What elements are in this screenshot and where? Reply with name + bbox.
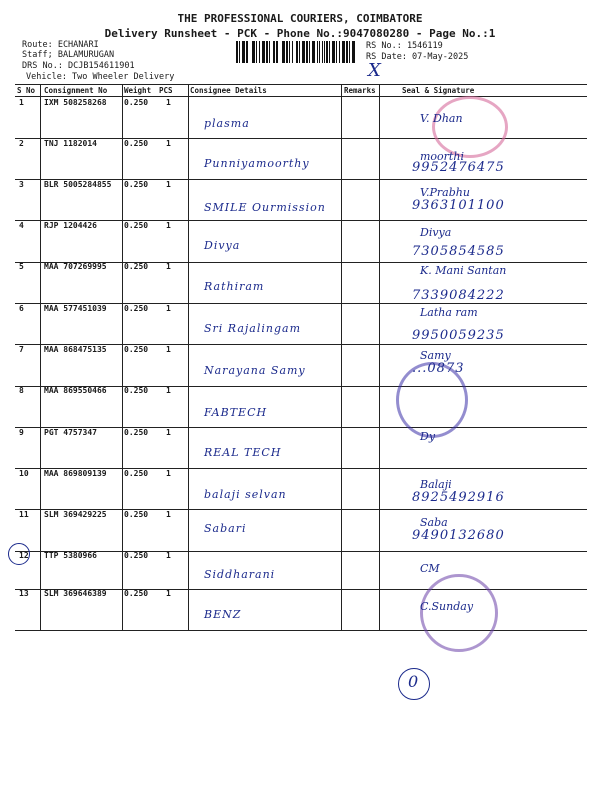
vehicle-label: Vehicle: Two Wheeler Delivery	[26, 72, 175, 82]
row-weight: 0.250	[124, 139, 149, 148]
row-consignment-no: BLR 5005284855	[44, 180, 112, 189]
row-weight: 0.250	[124, 386, 149, 395]
runsheet-subtitle: Delivery Runsheet - PCK - Phone No.:9047080280 - Page No.:1	[104, 27, 496, 40]
row-consignment-no: SLM 369646389	[44, 589, 107, 598]
row-phone: 9950059235	[412, 328, 505, 343]
row-signature: Dy	[420, 430, 436, 443]
row-weight: 0.250	[124, 180, 149, 189]
col-sno: S No	[17, 86, 36, 95]
star-seal-stamp	[420, 574, 498, 652]
row-pcs: 1	[166, 98, 171, 107]
row-weight: 0.250	[124, 551, 149, 560]
row-sno: 3	[19, 180, 24, 189]
row-pcs: 1	[166, 510, 171, 519]
row-sno: 13	[19, 589, 29, 598]
row-pcs: 1	[166, 304, 171, 313]
row-pcs: 1	[166, 345, 171, 354]
row-phone: 7305854585	[412, 244, 505, 259]
row-consignee: Punniyamoorthy	[204, 157, 310, 170]
row-signature: Balaji	[420, 478, 452, 491]
pink-seal-stamp	[432, 96, 508, 158]
row-signature: moorthi	[420, 150, 464, 163]
row-consignee: Divya	[204, 239, 241, 252]
col-remarks: Remarks	[344, 86, 376, 95]
row-consignee: balaji selvan	[204, 488, 287, 501]
row-signature: Latha ram	[420, 306, 478, 319]
row-pcs: 1	[166, 180, 171, 189]
row-consignment-no: IXM 508258268	[44, 98, 107, 107]
barcode-gaps	[236, 41, 356, 63]
row-phone: ...0873	[412, 361, 465, 376]
col-pcs: PCS	[159, 86, 173, 95]
rs-number: RS No.: 1546119	[366, 41, 443, 51]
row-consignee: Sabari	[204, 522, 247, 535]
company-title: THE PROFESSIONAL COURIERS, COIMBATORE	[177, 12, 423, 25]
row-consignment-no: MAA 577451039	[44, 304, 107, 313]
row-sno: 10	[19, 469, 29, 478]
row-consignee: Sri Rajalingam	[204, 322, 302, 335]
row-sno: 7	[19, 345, 24, 354]
row-consignment-no: SLM 369429225	[44, 510, 107, 519]
row-signature: V. Dhan	[420, 112, 463, 125]
row-consignment-no: TNJ 1182014	[44, 139, 97, 148]
row-weight: 0.250	[124, 428, 149, 437]
row-phone: 9952476475	[412, 160, 505, 175]
row-pcs: 1	[166, 428, 171, 437]
row-sno: 2	[19, 139, 24, 148]
row-sno: 5	[19, 262, 24, 271]
row-pcs: 1	[166, 221, 171, 230]
row-pcs: 1	[166, 139, 171, 148]
row-sno: 4	[19, 221, 24, 230]
row-weight: 0.250	[124, 345, 149, 354]
row-weight: 0.250	[124, 510, 149, 519]
row-consignment-no: TTP 5380966	[44, 551, 97, 560]
footer-mark: 0	[408, 672, 419, 691]
row-signature: C.Sunday	[420, 600, 474, 613]
row-consignee: Siddharani	[204, 568, 276, 581]
rs-date: RS Date: 07-May-2025	[366, 52, 469, 62]
row-phone: 9490132680	[412, 528, 505, 543]
cross-mark: X	[368, 60, 381, 81]
row-sno: 8	[19, 386, 24, 395]
row-phone: 7339084222	[412, 288, 505, 303]
row-consignment-no: MAA 707269995	[44, 262, 107, 271]
row-consignee: FABTECH	[204, 406, 268, 419]
row-phone: 8925492916	[412, 490, 505, 505]
row-weight: 0.250	[124, 221, 149, 230]
row-weight: 0.250	[124, 304, 149, 313]
row-signature: Divya	[420, 226, 452, 239]
row-sno: 11	[19, 510, 29, 519]
row-consignee: Rathiram	[204, 280, 265, 293]
row-consignee: REAL TECH	[204, 446, 282, 459]
row-consignment-no: MAA 869809139	[44, 469, 107, 478]
row-consignee: BENZ	[204, 608, 242, 621]
row-pcs: 1	[166, 262, 171, 271]
drs-number: DRS No.: DCJB154611901	[22, 61, 135, 71]
row-sno: 6	[19, 304, 24, 313]
row-pcs: 1	[166, 469, 171, 478]
row-weight: 0.250	[124, 589, 149, 598]
row-pcs: 1	[166, 589, 171, 598]
staff-label: Staff; BALAMURUGAN	[22, 50, 115, 60]
row-consignee: Narayana Samy	[204, 364, 306, 377]
row-consignment-no: PGT 4757347	[44, 428, 97, 437]
row-weight: 0.250	[124, 262, 149, 271]
row-consignment-no: MAA 868475135	[44, 345, 107, 354]
row-consignment-no: RJP 1204426	[44, 221, 97, 230]
col-consignment: Consignment No	[44, 86, 108, 95]
row-signature: Saba	[420, 516, 448, 529]
row-sno: 9	[19, 428, 24, 437]
row-pcs: 1	[166, 386, 171, 395]
row-pcs: 1	[166, 551, 171, 560]
route-label: Route: ECHANARI	[22, 40, 99, 50]
row-weight: 0.250	[124, 98, 149, 107]
row-signature: CM	[420, 562, 440, 575]
row-consignment-no: MAA 869550466	[44, 386, 107, 395]
row-consignee: SMILE Ourmission	[204, 201, 326, 214]
row-signature: K. Mani Santan	[420, 264, 507, 277]
row-signature: V.Prabhu	[420, 186, 470, 199]
col-consignee: Consignee Details	[190, 86, 267, 95]
col-seal-signature: Seal & Signature	[402, 86, 475, 95]
row-sno: 1	[19, 98, 24, 107]
row-phone: 9363101100	[412, 198, 505, 213]
row-consignee: plasma	[204, 117, 250, 130]
row-weight: 0.250	[124, 469, 149, 478]
row-signature: Samy	[420, 349, 451, 362]
col-weight: Weight	[124, 86, 152, 95]
row-sno: 12	[19, 551, 29, 560]
